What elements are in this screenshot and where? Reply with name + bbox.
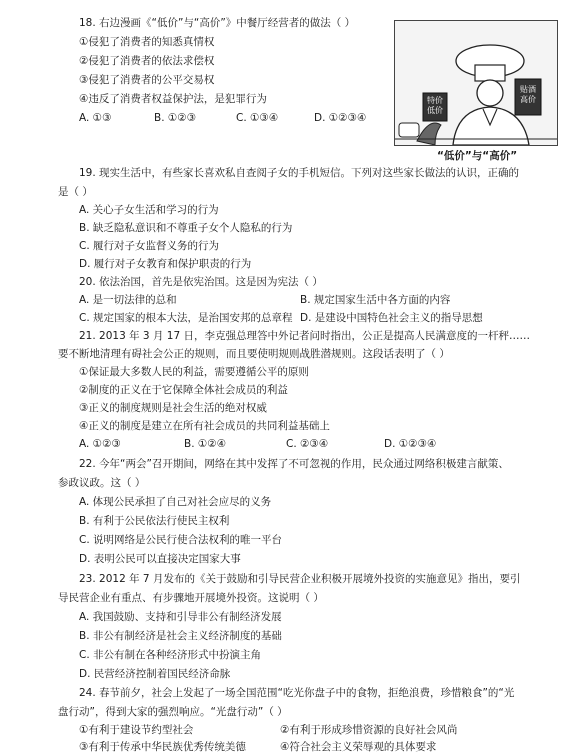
q18-option-4: ④违反了消费者权益保护法，是犯罪行为 xyxy=(79,93,267,105)
q18-option-2: ②侵犯了消费者的依法求偿权 xyxy=(79,55,215,67)
q20-option-c: C. 规定国家的根本大法，是治国安邦的总章程 xyxy=(79,312,293,324)
q22-option-d: D. 表明公民可以直接决定国家大事 xyxy=(79,553,241,565)
cartoon-drawing xyxy=(395,21,557,145)
q21-choice-b: B. ①②④ xyxy=(184,438,227,450)
q24-option-3: ③有利于传承中华民族优秀传统美德 xyxy=(79,741,246,753)
q19-stem-line-2: 是（ ） xyxy=(58,186,93,198)
q23-stem-line-2: 导民营企业有重点、有步骤地开展境外投资。这说明（ ） xyxy=(58,592,324,604)
q19-option-b: B. 缺乏隐私意识和不尊重子女个人隐私的行为 xyxy=(79,222,293,234)
q23-option-c: C. 非公有制在各种经济形式中扮演主角 xyxy=(79,649,262,661)
q23-option-d: D. 民营经济控制着国民经济命脉 xyxy=(79,668,231,680)
q22-stem-line-2: 参政议政。这（ ） xyxy=(58,477,146,489)
q22-stem-line-1: 22. 今年“两会”召开期间，网络在其中发挥了不可忽视的作用，民众通过网络积极建言献策、 xyxy=(79,458,509,470)
q21-option-1: ①保证最大多数人民的利益，需要遵循公平的原则 xyxy=(79,366,309,378)
q18-choice-a: A. ①③ xyxy=(79,112,112,124)
q18-stem: 18. 右边漫画《“低价”与“高价”》中餐厅经营者的做法（ ） xyxy=(79,17,356,29)
q21-choice-d: D. ①②③④ xyxy=(384,438,437,450)
q20-option-b: B. 规定国家生活中各方面的内容 xyxy=(300,294,451,306)
q19-option-c: C. 履行对子女监督义务的行为 xyxy=(79,240,220,252)
q19-option-d: D. 履行对子女教育和保护职责的行为 xyxy=(79,258,252,270)
q21-option-3: ③正义的制度规则是社会生活的绝对权威 xyxy=(79,402,267,414)
q20-stem: 20. 依法治国，首先是依宪治国。这是因为宪法（ ） xyxy=(79,276,323,288)
q21-stem-line-1: 21. 2013 年 3 月 17 日，李克强总理答中外记者问时指出，公正是提高人民满意度的一杆秤…… xyxy=(79,330,530,342)
q18-option-3: ③侵犯了消费者的公平交易权 xyxy=(79,74,215,86)
q20-option-d: D. 是建设中国特色社会主义的指导思想 xyxy=(300,312,483,324)
q22-option-c: C. 说明网络是公民行使合法权利的唯一平台 xyxy=(79,534,283,546)
q22-option-a: A. 体现公民承担了自己对社会应尽的义务 xyxy=(79,496,272,508)
q18-choice-d: D. ①②③④ xyxy=(314,112,367,124)
cartoon-sign-high-price: 贴酒 高价 xyxy=(520,85,536,104)
q18-choice-c: C. ①③④ xyxy=(236,112,279,124)
cartoon-caption: “低价”与“高价” xyxy=(437,150,518,162)
q19-option-a: A. 关心子女生活和学习的行为 xyxy=(79,204,219,216)
q23-option-a: A. 我国鼓励、支持和引导非公有制经济发展 xyxy=(79,611,282,623)
q23-stem-line-1: 23. 2012 年 7 月发布的《关于鼓励和引导民营企业积极开展境外投资的实施意见》指出，要引 xyxy=(79,573,521,585)
q21-stem-line-2: 要不断地清理有碍社会公正的规则，而且要使明规则战胜潜规则。这段话表明了（ ） xyxy=(58,348,450,360)
cartoon-sign-low-price: 特价 低价 xyxy=(427,96,443,115)
cartoon-illustration xyxy=(394,20,558,146)
q23-option-b: B. 非公有制经济是社会主义经济制度的基础 xyxy=(79,630,282,642)
q24-option-2: ②有利于形成珍惜资源的良好社会风尚 xyxy=(280,724,458,736)
q19-stem-line-1: 19. 现实生活中，有些家长喜欢私自查阅子女的手机短信。下列对这些家长做法的认识，正确的 xyxy=(79,167,520,179)
q18-option-1: ①侵犯了消费者的知悉真情权 xyxy=(79,36,215,48)
q20-option-a: A. 是一切法律的总和 xyxy=(79,294,177,306)
q21-option-2: ②制度的正义在于它保障全体社会成员的利益 xyxy=(79,384,288,396)
q24-stem-line-1: 24. 春节前夕，社会上发起了一场全国范围“吃光你盘子中的食物，拒绝浪费，珍惜粮食”的“光 xyxy=(79,687,515,699)
q24-stem-line-2: 盘行动”，得到大家的强烈响应。“光盘行动”（ ） xyxy=(58,706,288,718)
q21-choice-a: A. ①②③ xyxy=(79,438,121,450)
q24-option-4: ④符合社会主义荣辱观的具体要求 xyxy=(280,741,437,753)
q24-option-1: ①有利于建设节约型社会 xyxy=(79,724,194,736)
q21-choice-c: C. ②③④ xyxy=(286,438,329,450)
q18-choice-b: B. ①②③ xyxy=(154,112,197,124)
q22-option-b: B. 有利于公民依法行使民主权利 xyxy=(79,515,230,527)
q21-option-4: ④正义的制度是建立在所有社会成员的共同利益基础上 xyxy=(79,420,330,432)
